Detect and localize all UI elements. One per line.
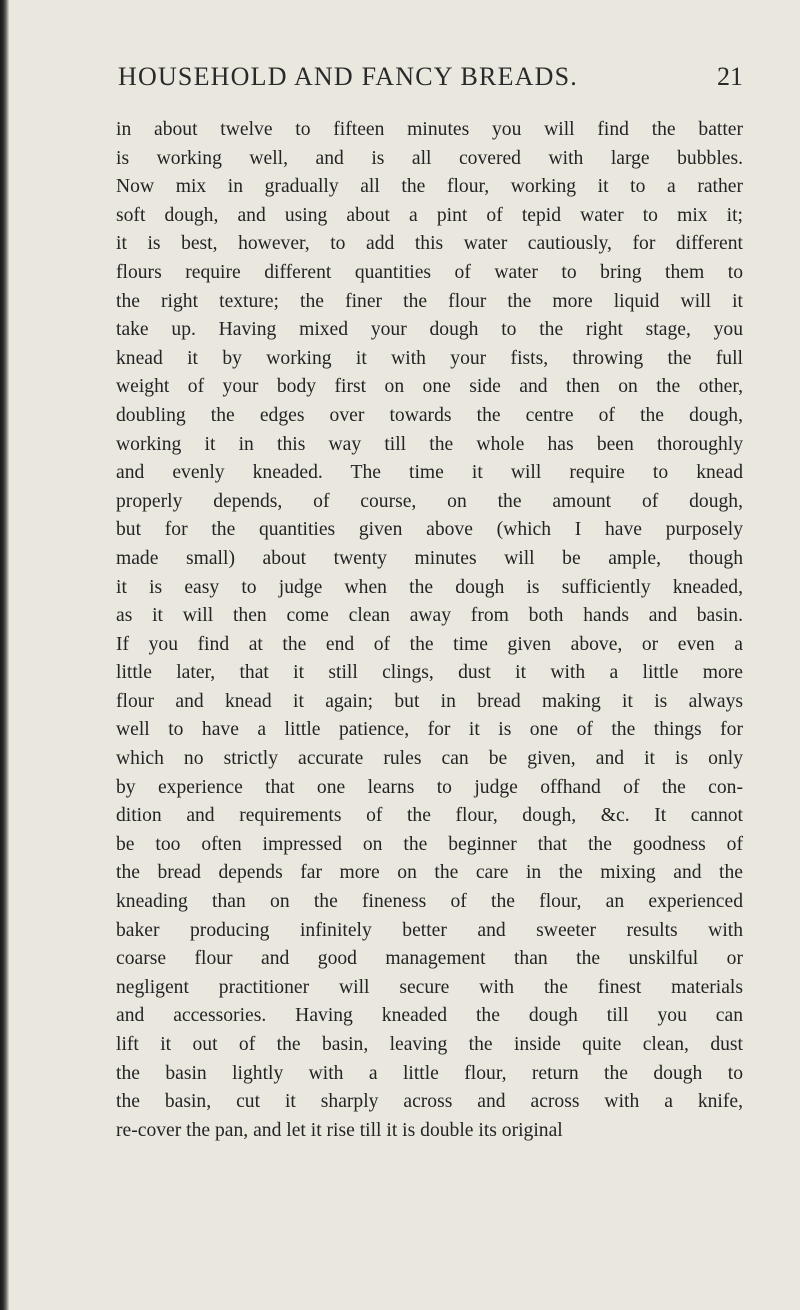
text-line: it is best, however, to add this water cautiously, for different: [116, 233, 743, 255]
text-line: the basin, cut it sharply across and across with a knife,: [116, 1091, 743, 1113]
page-header: [108, 62, 743, 96]
text-line: knead it by working it with your fists, throwing the full: [116, 347, 743, 369]
text-line: weight of your body first on one side and then on the other,: [116, 376, 743, 398]
text-line: take up. Having mixed your dough to the right stage, you: [116, 319, 743, 341]
text-line: flour and knead it again; but in bread making it is always: [116, 690, 743, 712]
text-line: flours require different quantities of water to bring them to: [116, 261, 743, 283]
text-line: the basin lightly with a little flour, return the dough to: [116, 1062, 743, 1084]
text-line: baker producing infinitely better and sweeter results with: [116, 919, 743, 941]
text-line: working it in this way till the whole has been thoroughly: [116, 433, 743, 455]
text-line: little later, that it still clings, dust it with a little more: [116, 662, 743, 684]
text-line: well to have a little patience, for it is one of the things for: [116, 719, 743, 741]
body-text: [116, 116, 743, 1145]
text-line: If you find at the end of the time given above, or even a: [116, 633, 743, 655]
text-line: kneading than on the fineness of the flour, an experienced: [116, 891, 743, 913]
text-line: and evenly kneaded. The time it will require to knead: [116, 462, 743, 484]
running-title: HOUSEHOLD AND FANCY BREADS.: [118, 62, 578, 91]
text-line: coarse flour and good management than the unskilful or: [116, 948, 743, 970]
text-line: by experience that one learns to judge offhand of the con-: [116, 776, 743, 798]
page-binding-edge: [0, 0, 9, 1310]
text-line: re-cover the pan, and let it rise till it is double its original: [116, 1119, 563, 1141]
text-line: made small) about twenty minutes will be ample, though: [116, 547, 743, 569]
text-line: Now mix in gradually all the flour, working it to a rather: [116, 176, 743, 198]
text-line: soft dough, and using about a pint of tepid water to mix it;: [116, 204, 743, 226]
text-line: the bread depends far more on the care in the mixing and the: [116, 862, 743, 884]
text-line: doubling the edges over towards the centre of the dough,: [116, 404, 743, 426]
text-line: as it will then come clean away from both hands and basin.: [116, 605, 743, 627]
text-line: negligent practitioner will secure with the finest materials: [116, 976, 743, 998]
text-line: lift it out of the basin, leaving the inside quite clean, dust: [116, 1034, 743, 1055]
page-number: 21: [717, 62, 743, 91]
text-line: be too often impressed on the beginner that the goodness of: [116, 833, 743, 855]
text-line: the right texture; the finer the flour the more liquid will it: [116, 290, 743, 312]
text-line: properly depends, of course, on the amount of dough,: [116, 490, 743, 512]
text-line: and accessories. Having kneaded the dough till you can: [116, 1005, 743, 1027]
text-line: it is easy to judge when the dough is sufficiently kneaded,: [116, 576, 743, 598]
text-line: is working well, and is all covered with large bubbles.: [116, 147, 743, 169]
text-line: which no strictly accurate rules can be given, and it is only: [116, 748, 743, 770]
text-line: but for the quantities given above (which I have purposely: [116, 519, 743, 541]
text-line: in about twelve to fifteen minutes you will find the batter: [116, 119, 743, 140]
text-line: dition and requirements of the flour, dough, &c. It cannot: [116, 805, 743, 827]
